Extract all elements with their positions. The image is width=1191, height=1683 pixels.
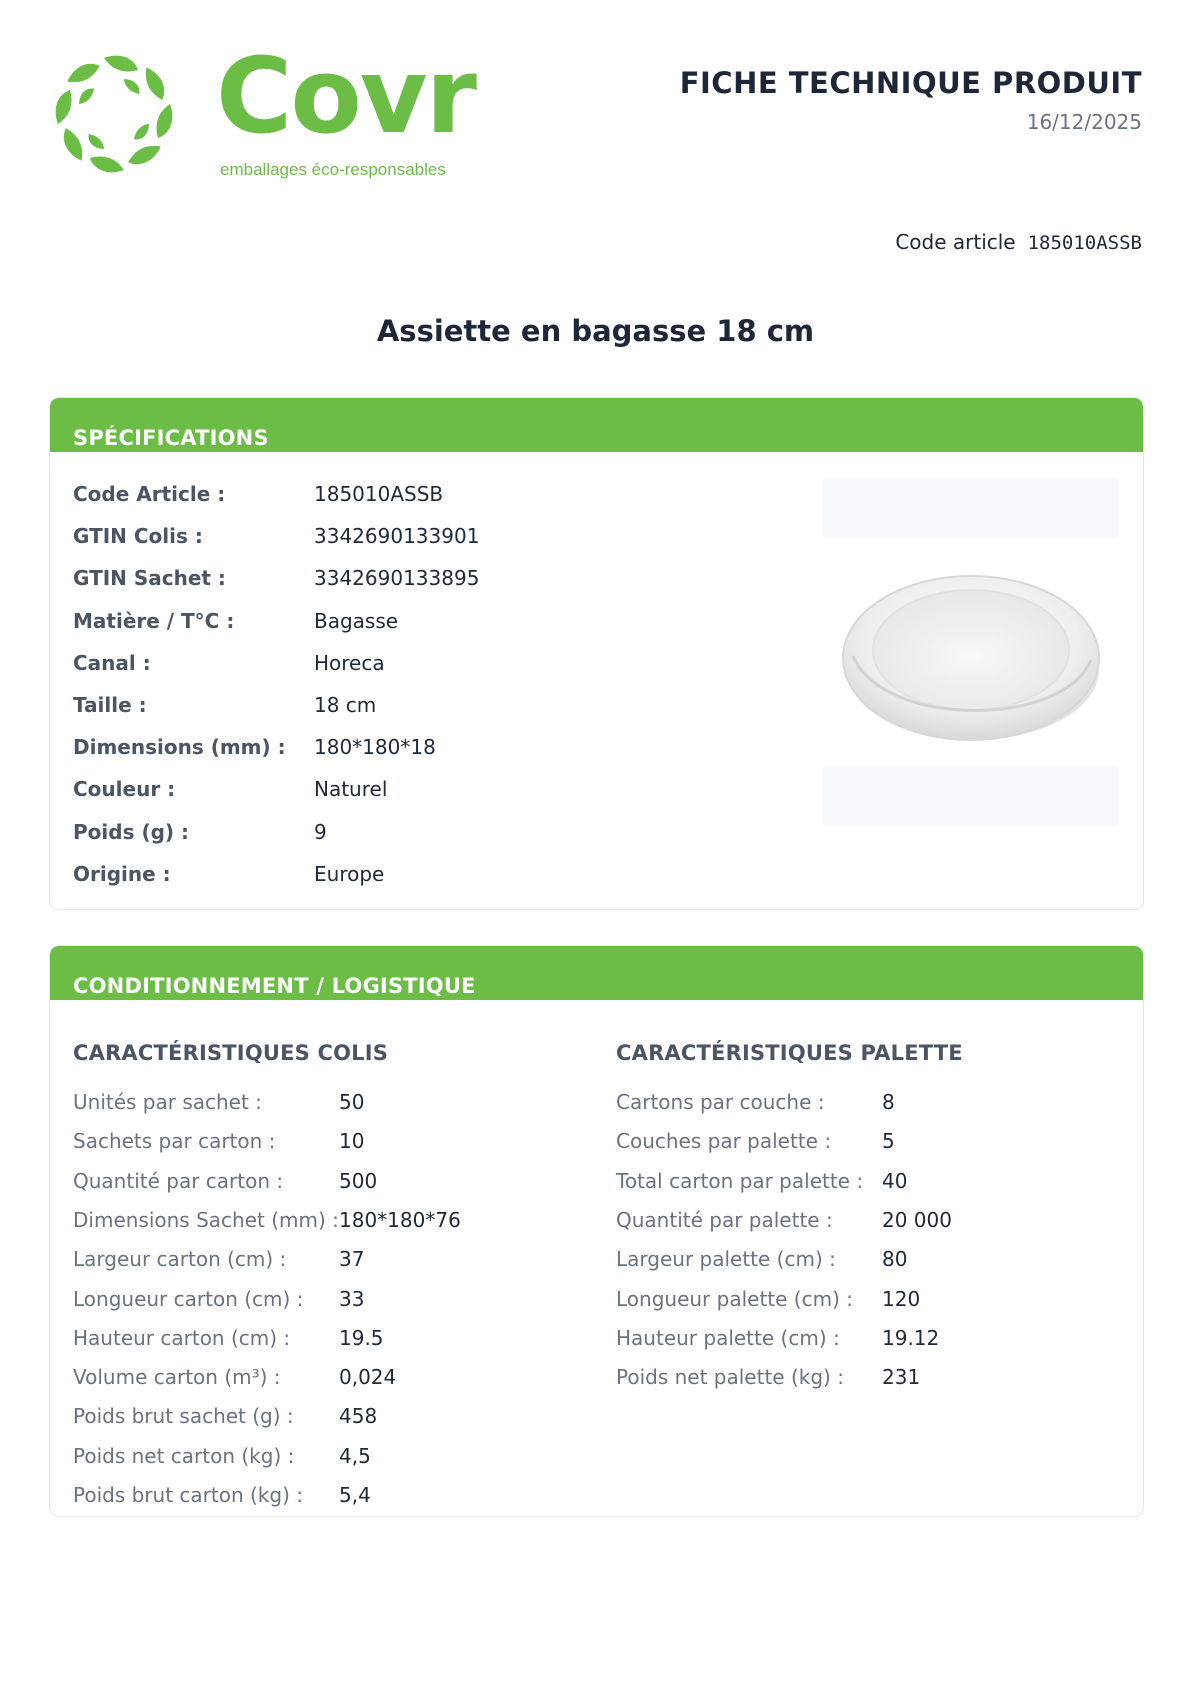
specifications-header: [50, 398, 1143, 452]
logistics-value: 20 000: [882, 1207, 952, 1232]
logistics-label: Hauteur palette (cm) :: [616, 1325, 840, 1350]
image-band-top: [823, 478, 1118, 538]
spec-value: 9: [314, 819, 327, 844]
spec-label: Couleur :: [73, 777, 176, 802]
colis-title: CARACTÉRISTIQUES COLIS: [73, 1041, 389, 1065]
spec-value: 180*180*18: [314, 735, 436, 760]
logistics-header: [50, 946, 1143, 1000]
article-code-value: 185010ASSB: [1027, 232, 1142, 254]
logistics-value: 50: [339, 1090, 365, 1114]
logistics-value: 231: [882, 1365, 921, 1390]
image-band-bottom: [823, 766, 1118, 826]
spec-value: 18 cm: [314, 693, 377, 717]
logistics-label: Couches par palette :: [616, 1129, 832, 1154]
logistics-label: Longueur palette (cm) :: [616, 1286, 853, 1311]
spec-value: 3342690133895: [314, 566, 480, 591]
article-code-line: [895, 230, 1142, 254]
logistics-value: 5,4: [339, 1483, 371, 1507]
logistics-value: 5: [882, 1129, 895, 1154]
logistics-value: 40: [882, 1168, 908, 1193]
spec-value: Naturel: [314, 777, 388, 802]
logistics-label: Poids net palette (kg) :: [616, 1365, 844, 1390]
logistics-label: Poids net carton (kg) :: [73, 1443, 295, 1468]
leaf-ring-icon: [48, 48, 180, 180]
logistics-label: Poids brut carton (kg) :: [73, 1483, 303, 1507]
document-title: FICHE TECHNIQUE PRODUIT: [679, 66, 1142, 100]
spec-label: Dimensions (mm) :: [73, 735, 286, 760]
logistics-label: Quantité par carton :: [73, 1168, 284, 1193]
logistics-value: 10: [339, 1129, 365, 1154]
logistics-label: Volume carton (m³) :: [73, 1365, 281, 1390]
spec-label: Poids (g) :: [73, 819, 189, 844]
logistics-label: Sachets par carton :: [73, 1129, 276, 1154]
logistics-label: Unités par sachet :: [73, 1090, 262, 1114]
logistics-card: [49, 945, 1144, 1517]
specifications-title: SPÉCIFICATIONS: [73, 426, 269, 450]
logistics-label: Largeur carton (cm) :: [73, 1247, 287, 1272]
logistics-label: Cartons par couche :: [616, 1090, 825, 1114]
brand-wordmark: Covr: [216, 35, 475, 157]
palette-title: CARACTÉRISTIQUES PALETTE: [616, 1041, 963, 1065]
logistics-value: 19.12: [882, 1325, 940, 1350]
logistics-value: 80: [882, 1247, 908, 1272]
brand-logo: [48, 35, 488, 188]
logistics-label: Longueur carton (cm) :: [73, 1286, 304, 1311]
brand-tagline: emballages éco-responsables: [220, 160, 446, 179]
spec-value: Horeca: [314, 650, 385, 675]
logistics-label: Hauteur carton (cm) :: [73, 1325, 291, 1350]
spec-value: 185010ASSB: [314, 482, 444, 506]
logistics-title: CONDITIONNEMENT / LOGISTIQUE: [73, 974, 476, 998]
specifications-card: [49, 397, 1144, 910]
logistics-value: 8: [882, 1090, 895, 1114]
document-date: 16/12/2025: [1026, 110, 1142, 134]
logistics-value: 19.5: [339, 1325, 384, 1350]
spec-label: Origine :: [73, 861, 171, 886]
logistics-value: 120: [882, 1286, 921, 1311]
product-image: [823, 478, 1118, 826]
spec-value: Bagasse: [314, 608, 399, 633]
spec-label: Canal :: [73, 650, 151, 675]
logistics-value: 0,024: [339, 1365, 397, 1390]
logistics-value: 4,5: [339, 1443, 371, 1468]
logistics-label: Quantité par palette :: [616, 1207, 833, 1232]
logistics-value: 180*180*76: [339, 1207, 461, 1232]
logistics-value: 458: [339, 1404, 378, 1429]
spec-label: Code Article :: [73, 482, 226, 506]
logistics-value: 37: [339, 1247, 365, 1272]
spec-label: GTIN Colis :: [73, 524, 203, 549]
logistics-value: 500: [339, 1168, 378, 1193]
spec-label: GTIN Sachet :: [73, 566, 226, 591]
spec-label: Matière / T°C :: [73, 608, 235, 633]
spec-label: Taille :: [73, 693, 147, 717]
spec-value: Europe: [314, 861, 385, 886]
spec-value: 3342690133901: [314, 524, 480, 549]
article-code-label: Code article: [895, 230, 1016, 254]
logistics-label: Poids brut sachet (g) :: [73, 1404, 294, 1429]
logistics-label: Total carton par palette :: [616, 1168, 864, 1193]
logistics-value: 33: [339, 1286, 365, 1311]
logistics-label: Largeur palette (cm) :: [616, 1247, 836, 1272]
logistics-label: Dimensions Sachet (mm) :: [73, 1207, 339, 1232]
product-name: Assiette en bagasse 18 cm: [376, 314, 815, 348]
